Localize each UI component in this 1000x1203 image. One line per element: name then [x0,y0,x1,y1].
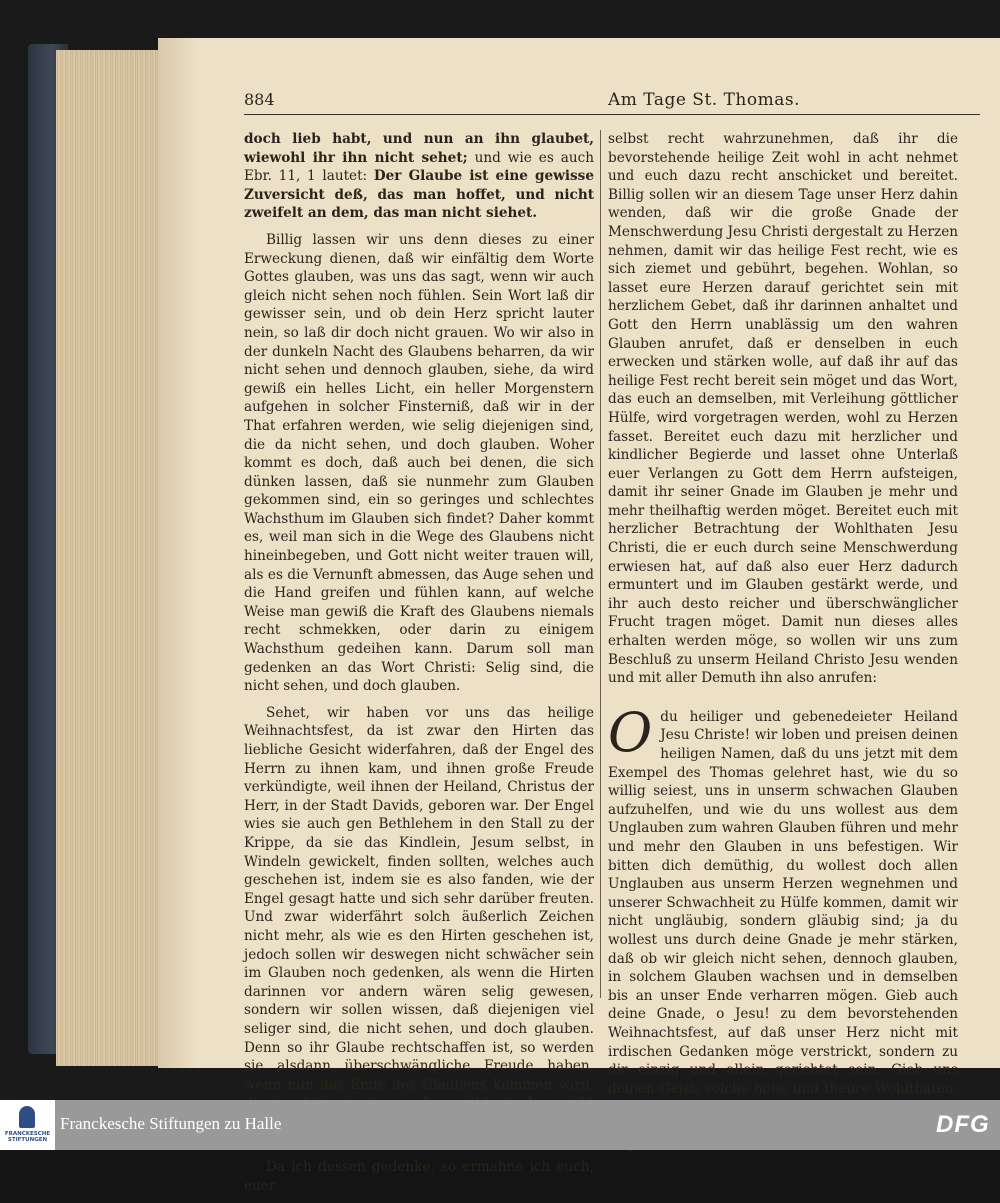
paragraph: Sehet, wir haben vor uns das heilige Weihnachtsfest, da ist zwar den Hirten das liebliche Gesicht widerfahren, daß der Engel des Herrn zu ihnen kam, und ihnen große Freude verkündigte, weil ihnen der Heiland, Christus der Herr, in der Stadt Davids, geboren war. Der Engel wies sie auch gen Bethlehem in den Stall zu der Krippe, da sie das Kindlein, Jesum selbst, in Windeln gewickelt, finden sollten, welches auch geschehen ist, indem sie es also fanden, wie der Engel gesagt hatte und sich sehr darüber freuten. Und zwar widerfährt solch äußerlich Zeichen nicht mehr, als wie es den Hirten geschehen ist, jedoch sollen wir deswegen nicht schwächer sein im Glauben noch gedenken, als wenn die Hirten darinnen vor andern wären selig gewesen, sondern wir sollen wissen, daß diejenigen viel seliger sind, die nicht sehen, und doch glauben. Denn so ihr Glaube rechtschaffen ist, so werden sie alsdann überschwängliche Freude haben, wenn nun das Ende des Glaubens kommen wird, [244,704,594,1093]
page-edges [56,50,162,1066]
institution-name[interactable]: Franckesche Stiftungen zu Halle [60,1114,282,1133]
footer-bar [0,1100,1000,1150]
dfg-logo[interactable]: DFG [936,1111,990,1138]
running-title: Am Tage St. Thomas. [608,90,800,110]
logo-text: FRANCKESCHE STIFTUNGEN [4,1131,51,1143]
right-column [608,130,958,1162]
plain-text: und wie es auch Ebr. 11, 1 lautet: [244,149,594,185]
prayer-paragraph: du heiliger und gebenedeieter Heiland Jesu Christe! wir loben und preisen deinen heiligen Namen, daß du uns jetzt mit dem Exempel des Thomas gelehret hast, wie du so willig seiest, uns in unserm schwachen Glauben aufzuhelfen, und wie du uns wollest aus dem Unglauben zum wahren Glauben führen und mehr und mehr den Glauben in uns befestigen. Wir bitten dich demüthig, du wollest doch allen Unglauben aus unserm Herzen wegnehmen und unserer Schwachheit zu Hülfe kommen, damit wir nicht ungläubig, sondern gläubig sind; ja du wollest uns durch deine Gnade je mehr stärken, daß ob wir gleich nicht sehen, dennoch glauben, in solchem Glauben wachsen und in demselben bis an unser Ende verharren mögen. Gieb auch deine Gnade, o Jesu! zu dem bevorstehenden Weihnachtsfest, auf daß unser Herz nicht mit irdischen Gedanken möge verstrickt, sondern zu dir einzig und allein gerichtet sein. Gieb uns deinen Geist, solche hohe und theure Wohlthaten, [608,708,958,1097]
institution-logo[interactable] [0,1100,55,1150]
paragraph: selbst recht wahrzunehmen, daß ihr die bevorstehende heilige Zeit wohl in acht nehmet und euch dazu recht anschicket und bereitet. Billig sollen wir an diesem Tage unser Herz dahin wenden, daß wir die große Gnade der Menschwerdung Jesu Christi dergestalt zu Herzen nehmen, damit wir das heilige Fest recht, wie es sich ziemet und gebührt, begehen. Wohlan, so lasset eure Herzen darauf gerichtet sein mit herzlichem Gebet, daß ihr darinnen anhaltet und Gott den Herrn unablässig um den wahren Glauben anrufet, daß er denselben in euch erwecken und stärken wolle, auf daß ihr auf das heilige Fest recht bereit sein möget und das Wort, das euch an demselben, mit Verleihung göttlicher Hülfe, wird vorgetragen werden, wohl zu Herzen fasset. Bereitet euch dazu mit herzlicher und kindlicher Begierde und lasset ohne Unterlaß euer Verlangen zu Gott dem Herrn aufsteigen, damit ihr seiner Gnade im Glauben je mehr und mehr theilhaftig werden möget. Bereitet euch mit herzlicher Betrachtung der Wohlthaten Jesu Christi, die er euch durch seine Menschwerdung erwiesen hat, auf daß also euer Herz dadurch ermuntert und im Glauben gestärkt werde, und ihr auch desto reicher und überschwänglicher Frucht tragen möget. Damit nun dieses alles erhalten werden möge, so wollen wir uns zum Beschluß zu unserm Heiland Christo Jesu wenden und mit aller Demuth ihn also anrufen: [608,131,958,687]
page-number: 884 [244,90,275,109]
emblem-icon [19,1106,35,1128]
paragraph: Billig lassen wir uns denn dieses zu einer Erweckung dienen, daß wir einfältig dem Worte Gottes glauben, was uns das sagt, wenn wir auch gleich nicht sehen noch fühlen. Sein Wort laß dir gewisser sein, und ob dein Herz spricht lauter nein, so laß dir doch nicht grauen. Wo wir also in der dunkeln Nacht des Glaubens beharren, da wir nicht sehen und dennoch glauben, siehe, da wird gewiß ein helles Licht, ein heller Morgenstern aufgehen in solcher Finsterniß, daß wir in der That erfahren werden, wie selig diejenigen sind, die da nicht sehen, und doch glauben. Woher kommt es doch, daß auch bei denen, die sich dünken lassen, daß sie nunmehr zum Glauben gekommen sind, ein so geringes und schlechtes Wachsthum im Glauben sich findet? Daher kommt es, weil man sich in die Wege des Glaubens nicht hineinbegeben, und Gott nicht weiter trauen will, als es die Vernunft abmessen, das Auge sehen und die Hand greifen und fühlen kann, auf welche Weise man gewiß die Kraft des Glaubens niemals recht schmekken, oder darin zu einigem Wachsthum gedeihen kann. Darum soll man gedenken an das Wort Christi: Selig sind, die nicht sehen, und doch glauben. [244,231,594,695]
running-head [244,90,980,115]
column-divider [600,130,601,998]
bold-text: doch lieb habt, und nun an ihn glaubet, wiewohl ihr ihn nicht sehet; [244,131,594,166]
paragraph [244,130,594,223]
left-column [244,130,594,1203]
prayer-block [608,700,958,1154]
drop-cap-initial: O [608,700,653,764]
bold-quote: Der Glaube ist eine gewisse Zuversicht deß, das man hoffet, und nicht zweifelt an dem, das man nicht siehet. [244,168,594,222]
paragraph: Da ich dessen gedenke, so ermahne ich euch, euer [244,1159,594,1194]
